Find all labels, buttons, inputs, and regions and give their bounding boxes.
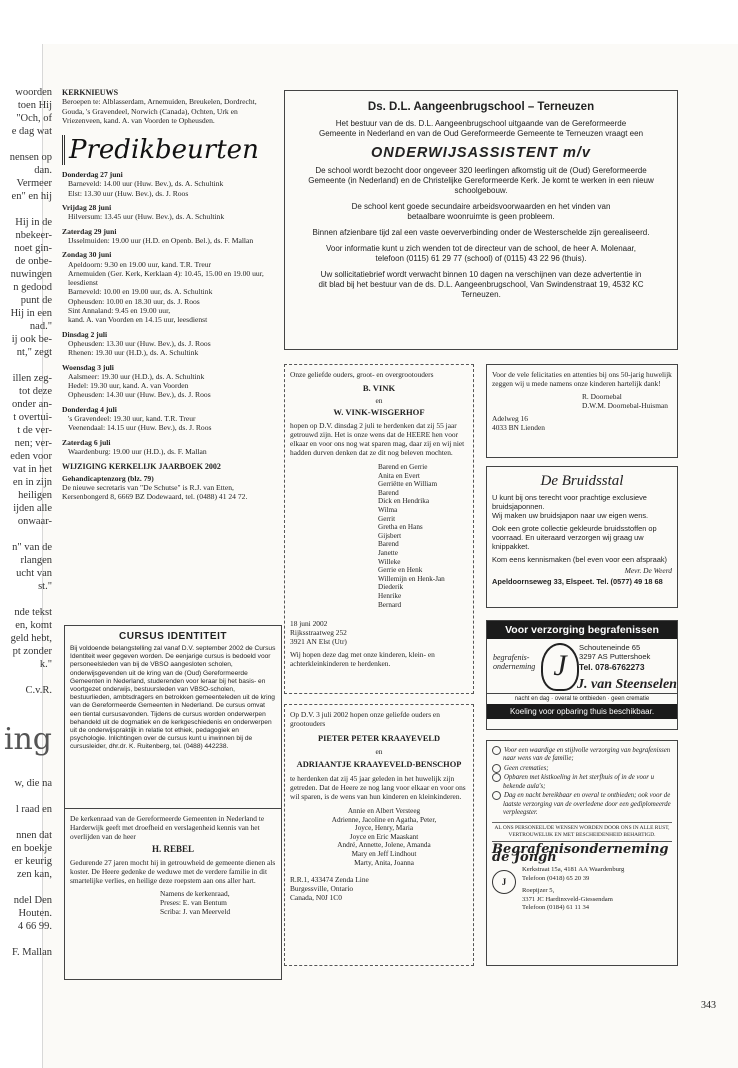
steenselen-address-2: 3297 AS Puttershoek (579, 652, 651, 661)
family-member: Gretha en Hans (378, 523, 423, 532)
gutter-line: nnen dat (16, 830, 52, 841)
jongh-item (492, 791, 672, 817)
gutter-line: er keurig (14, 856, 52, 867)
schedule-entry: Barneveld: 14.00 uur (Huw. Bev.), ds. A. Schultink (68, 179, 224, 189)
school-p3: De school kent goede secundaire arbeidsvoorwaarden en het vinden van betaalbare woonruimte is geen probleem. (351, 202, 611, 221)
family-member: Janette (378, 548, 398, 557)
bullet-circle-icon (492, 764, 501, 773)
schedule-day: Dinsdag 2 juli (62, 329, 108, 339)
jongh-items (492, 746, 672, 818)
gutter-line (0, 671, 52, 684)
school-p1: Het bestuur van de ds. D.L. Aangeenbrugschool uitgaande van de Gereformeerde Gemeente in Nederland en van de Oud Gereformeerde Gemeente te Terneuzen vraagt een (318, 119, 644, 138)
jongh-address-3: 3371 JC Hardinxveld-Giessendam (522, 895, 613, 903)
family-member: Gijsbert (378, 531, 402, 540)
jongh-item (492, 773, 672, 791)
vink-and: en (375, 396, 383, 405)
family-member: Diederik (378, 583, 404, 592)
doornebal-thanks (486, 364, 678, 458)
gutter-line: C.v.R. (25, 685, 52, 696)
jongh-item-text: Dag en nacht bereikbaar en overal te ontbieden; ook voor de laatste verzorging van de overledene door een gediplomeerde verpleegster. (503, 792, 671, 817)
gutter-line: nbekeer- (15, 230, 52, 241)
family-member: Anita en Evert (378, 471, 420, 480)
kraayeveld-and: en (375, 747, 383, 756)
gutter-line: nt," zegt (16, 347, 52, 358)
kerknieuws-title: KERKNIEUWS (62, 88, 119, 97)
gutter-line: t de ver- (17, 425, 52, 436)
gutter-line: Hij in een (10, 308, 52, 319)
cursus-title: CURSUS IDENTITEIT (119, 631, 227, 642)
schedule-entry: Hilversum: 13.45 uur (Huw. Bev.), ds. A. Schultink (68, 212, 225, 222)
schedule-entry: Opheusden: 13.30 uur (Huw. Bev.), ds. J. Roos (68, 338, 211, 348)
gutter-line: k." (39, 659, 52, 670)
gutter-line: Vermeer (16, 178, 52, 189)
gutter-line: rlangen (20, 555, 52, 566)
family-member: Wilma (378, 505, 398, 514)
family-member: Mary en Jeff Lindhout (351, 849, 417, 858)
vink-name-1: B. VINK (362, 383, 396, 393)
gutter-column (0, 86, 52, 1016)
school-title: Ds. D.L. Aangeenbrugschool – Terneuzen (367, 101, 595, 113)
gutter-line: st." (38, 581, 52, 592)
gutter-line: punt de (20, 295, 52, 306)
jongh-note: AL ONS PERSONEEL/DE WENSEN WORDEN DOOR ONS IN ALLE RUST, VERTROUWELIJK EN MET BESCHEIDENHEID BEHARTIGD. (492, 822, 672, 839)
schedule-day: Zaterdag 6 juli (62, 437, 111, 447)
jaarboek-text: De nieuwe secretaris van "De Schutse" is R.J. van Etten, Kersenbongerd 8, 6669 BZ Dodewaard, tel. (0488) 41 24 72. (62, 482, 248, 502)
family-member: Barend en Gerrie (378, 463, 428, 471)
doornebal-address-1: Adelweg 16 (492, 414, 528, 423)
bruidsstal-address: Apeldoornseweg 33, Elspeet. Tel. (0577) 49 18 68 (492, 577, 663, 586)
family-member: Henrike (378, 591, 402, 600)
gutter-line: en in zijn (12, 477, 52, 488)
family-member: Joyce en Eric Maaskant (349, 832, 419, 841)
rebel-notice (64, 808, 282, 980)
steenselen-address-1: Schouteneinde 65 (579, 643, 641, 652)
rebel-sign-2: Preses: E. van Bentum (160, 898, 227, 907)
schedule-day: Donderdag 27 juni (62, 170, 123, 180)
jongh-phone-2: Telefoon (0184) 61 11 34 (522, 903, 590, 911)
schedule-entry: Apeldoorn: 9.30 en 19.00 uur, kand. T.R. Treur (68, 259, 212, 269)
vink-address-2: 3921 AN Elst (Utr) (290, 637, 347, 647)
gutter-line: pt zonder (12, 646, 52, 657)
gutter-line: n gedood (13, 282, 52, 293)
steenselen-logo-icon: J (541, 643, 579, 691)
schedule-entry: kand. A. van Voorden en 14.15 uur, leesdienst (68, 315, 208, 325)
school-p2: De school wordt bezocht door ongeveer 320 leerlingen afkomstig uit de (Oud) Gereformeerde Gemeente (in Nederland) en de Christelijke Gereformeerde Kerk. Je komt te werken in een nieuw schoolgebouw. (308, 166, 654, 195)
bullet-circle-icon (492, 773, 501, 782)
gutter-line (0, 790, 52, 803)
rebel-sign-3: Scriba: J. van Meerveld (160, 907, 231, 916)
gutter-line: toen Hij (17, 100, 52, 111)
gutter-heading: ing (3, 722, 52, 757)
gutter-line: "Och, of (16, 113, 52, 124)
schedule-entry: Elst: 13.30 uur (Huw. Bev.), ds. J. Roos (68, 188, 189, 198)
rebel-sign-1: Namens de kerkenraad, (160, 889, 230, 898)
jongh-item-text: Voor een waardige en stijlvolle verzorging van begrafenissen naar wens van de familie; (503, 747, 671, 763)
vink-family (378, 463, 468, 609)
bruidsstal-title: De Bruidsstal (540, 473, 624, 489)
family-member: Barend (378, 540, 399, 549)
schedule-entry: Hedel: 19.30 uur, kand. A. van Voorden (68, 381, 189, 391)
doornebal-address-2: 4033 BN Lienden (492, 423, 545, 432)
gutter-line: nad." (29, 321, 52, 332)
bullet-circle-icon (492, 791, 501, 800)
gutter-line: en boekje (11, 843, 52, 854)
gutter-line: woorden (15, 87, 52, 98)
kraayeveld-family (300, 807, 468, 867)
gutter-line: onwaar- (17, 516, 52, 527)
schedule-list (62, 170, 272, 456)
gutter-line: ij ook be- (11, 334, 52, 345)
gutter-line: nen; ver- (14, 438, 52, 449)
family-member: Gerrit (378, 514, 396, 523)
gutter-line: t overtui- (13, 412, 52, 423)
predikbeurten-title: Predikbeurten (62, 135, 272, 165)
job-title: ONDERWIJSASSISTENT m/v (371, 145, 591, 161)
schedule-day: Zaterdag 29 juni (62, 226, 117, 236)
family-member: Bernard (378, 600, 402, 609)
steenselen-logo-name: J. van Steenselen (577, 677, 677, 692)
gutter-line (0, 881, 52, 894)
gutter-line: Hij in de (15, 217, 52, 228)
vink-closing: Wij hopen deze dag met onze kinderen, klein- en achterkleinkinderen te herdenken. (290, 650, 435, 669)
left-column (62, 88, 272, 501)
gutter-line: zen kan, (17, 869, 52, 880)
gutter-line (0, 138, 52, 151)
gutter-line: illen zeg- (12, 373, 52, 384)
schedule-entry: Waardenburg: 19.00 uur (H.D.), ds. F. Mallan (68, 446, 207, 456)
doornebal-text: Voor de vele felicitaties en attenties bij ons 50-jarig huwelijk zeggen wij u mede namens onze kinderen hartelijk dank! (492, 370, 672, 388)
kraayeveld-address-2: Burgessville, Ontario (290, 884, 354, 894)
kraayeveld-intro: Op D.V. 3 juli 2002 hopen onze geliefde ouders en grootouders (290, 710, 440, 728)
family-member: Dick en Hendrika (378, 497, 430, 506)
gutter-line: en, komt (15, 620, 52, 631)
kraayeveld-name-2: ADRIAANTJE KRAAYEVELD-BENSCHOP (296, 760, 462, 769)
family-member: André, Annette, Jolene, Amanda (337, 841, 431, 850)
steenselen-phone: Tel. 078-6762273 (579, 662, 645, 672)
gutter-line: tot deze (19, 386, 52, 397)
gutter-line: 4 66 99. (17, 921, 52, 932)
school-p4: Binnen afzienbare tijd zal een vaste oeververbinding onder de Westerschelde zijn gerealiseerd. (312, 228, 650, 237)
gutter-line: heiligen (18, 490, 52, 501)
gutter-line (0, 203, 52, 216)
jongh-item (492, 764, 672, 773)
schedule-entry: Rhenen: 19.30 uur (H.D.), ds. A. Schultink (68, 348, 199, 358)
family-member: Gerriëtte en William (378, 480, 438, 489)
bruidsstal-p4: Kom eens kennismaken (bel even voor een afspraak) (492, 555, 668, 564)
family-member: Joyce, Henry, Maria (354, 824, 414, 833)
bruidsstal-p3: Ook een grote collectie gekleurde bruidsstoffen op voorraad. En uiteraard verzorgen wij graag uw knippakket. (492, 524, 657, 551)
steenselen-service: nacht en dag · overal te ontbieden · geen crematie (487, 693, 677, 704)
gutter-line: vat in het (12, 464, 52, 475)
gutter-line (0, 933, 52, 946)
bruidsstal-p2: Wij maken uw bruidsjapon naar uw eigen wens. (492, 511, 649, 520)
gutter-line (0, 359, 52, 372)
steenselen-banner: Koeling voor opbaring thuis beschikbaar. (487, 704, 677, 719)
vink-address-1: Rijksstraatweg 252 (290, 628, 347, 638)
gutter-text (0, 86, 52, 697)
jongh-item-text: Geen crematies; (504, 764, 549, 772)
kraayeveld-announcement (284, 704, 474, 966)
gutter-line: Houten. (18, 908, 52, 919)
schedule-entry: Barneveld: 10.00 en 19.00 uur, ds. A. Schultink (68, 287, 213, 297)
jongh-advertisement (486, 740, 678, 966)
family-member: Adrienne, Jacoline en Agatha, Peter, (331, 815, 437, 824)
vink-announcement (284, 364, 474, 694)
gutter-line: en" en hij (11, 191, 52, 202)
gutter-line: e dag wat (11, 126, 52, 137)
gutter-line: ucht van (16, 568, 52, 579)
gutter-line: geld hebt, (10, 633, 52, 644)
gutter-line (0, 528, 52, 541)
jongh-title: Begrafenisonderneming de Jongh (492, 841, 669, 865)
schedule-day: Woensdag 3 juli (62, 362, 114, 372)
doornebal-name-1: R. Doornebal (582, 392, 622, 401)
vink-text: hopen op D.V. dinsdag 2 juli te herdenken dat zij 55 jaar getrouwd zijn. Het is onze wens dat de HEERE hen voor elkaar en voor ons nog wat sparen mag, daar zij en wij niet hadden durven denken dat ze dit nog beleven mochten. (290, 421, 465, 457)
bruidsstal-advertisement (486, 466, 678, 608)
jongh-phone-1: Telefoon (0418) 65 20 39 (522, 874, 590, 882)
jongh-item (492, 746, 672, 764)
jongh-logo-icon: J (492, 870, 516, 894)
family-member: Willemijn en Henk-Jan (378, 574, 445, 583)
schedule-entry: Opheusden: 10.00 en 18.30 uur, ds. J. Roos (68, 296, 200, 306)
cursus-text: Bij voldoende belangstelling zal vanaf D.V. september 2002 de Cursus Identiteit weer gegeven worden. De eenjarige cursus is bedoeld voor personeelsleden van bij de VBSO aangesloten scholen, onderwijsgevenden uit de kring van de (Oud) Gereformeerde Gemeenten in Nederland, studerenden voor leraar bij het basis- en voortgezet onderwijs, bestuursleden van VBSO-scholen, bestuurlieden, ambtsdragers en betrokken gemeenteleden uit de kring van de Gereformeerde Gemeenten in Nederland. De cursus omvat een tiental cursusavonden. Tijdens de cursus worden onderwerpen behandeld uit de dogmatiek en de kerkgeschiedenis en onderwerpen uit de onderwijspraktijk in relatie tot ethiek, pedagogiek en psychologie. Inlichtingen over de cursus kunt u inwinnen bij de cursusleider, dhr.dr. K. Ruitenberg, tel. (0488) 442238. (70, 645, 276, 751)
rebel-intro: De kerkenraad van de Gereformeerde Gemeenten in Nederland te Harderwijk geeft met droefheid en verslagenheid kennis van het overlijden van de heer (70, 814, 265, 841)
gutter-line: onder an- (12, 399, 52, 410)
schedule-entry: IJsselmuiden: 19.00 uur (H.D. en Openb. Bel.), ds. F. Mallan (68, 235, 254, 245)
cursus-box (64, 625, 282, 812)
page-number: 343 (701, 1000, 716, 1011)
schedule-day: Donderdag 4 juli (62, 404, 117, 414)
gutter-line: nuwingen (10, 269, 52, 280)
gutter-line: l raad en (15, 804, 52, 815)
schedule-entry: Veenendaal: 14.15 uur (Huw. Bev.), ds. J. Roos (68, 423, 212, 433)
family-member: Gerrie en Henk (378, 566, 423, 575)
family-member: Willeke (378, 557, 401, 566)
gutter-line: eden voor (10, 451, 52, 462)
vink-name-2: W. VINK-WISGERHOF (333, 407, 425, 417)
kerknieuws-text: Beroepen te: Alblasserdam, Arnemuiden, Breukelen, Dordrecht, Gouda, 's Gravendeel, Norwich (Canada), Ochten, Urk en Vriezenveen, kand. A. van Voorden te Opheusden. (62, 97, 257, 125)
gutter-line: F. Mallan (12, 947, 52, 958)
schedule-day: Vrijdag 28 juni (62, 203, 112, 213)
gutter-line: w, die na (14, 778, 52, 789)
steenselen-logo-left: begrafenis-onderneming (493, 653, 536, 671)
gutter-line: n" van de (12, 542, 52, 553)
schedule-entry: Opheusden: 14.30 uur (Huw. Bev.), ds. J. Roos (68, 390, 211, 400)
gutter-line: ijden alle (13, 503, 52, 514)
family-member: Annie en Albert Versteeg (347, 807, 421, 815)
steenselen-head: Voor verzorging begrafenissen (487, 621, 677, 639)
jongh-address-2: Roepijzer 5, (522, 887, 555, 895)
jongh-item-text: Opbaren met kistkoeling in het sterfhuis of in de voor u bekende aula's; (503, 774, 655, 790)
gutter-line: nensen op (9, 152, 52, 163)
gutter-line (0, 593, 52, 606)
schedule-entry: Arnemuiden (Ger. Kerk, Kerklaan 4): 10.45, 15.00 en 19.00 uur, leesdienst (68, 268, 264, 288)
schedule-entry: Aalsmeer: 19.30 uur (H.D.), ds. A. Schultink (68, 371, 205, 381)
jongh-address-1: Kerkstraat 15a, 4181 AA Waardenburg (522, 866, 625, 874)
family-member: Marty, Anita, Joanna (354, 858, 414, 867)
bullet-circle-icon (492, 746, 501, 755)
gutter-text-lower (0, 777, 52, 959)
gutter-line (0, 816, 52, 829)
family-member: Barend (378, 488, 399, 497)
schedule-day: Zondag 30 juni (62, 250, 112, 260)
bruidsstal-p1: U kunt bij ons terecht voor prachtige exclusieve bruidsjaponnen. (492, 493, 647, 511)
school-p6: Uw sollicitatiebrief wordt verwacht binnen 10 dagen na verschijnen van deze advertentie in dit blad bij het bestuur van de ds. D.L. Aangeenbrugschool, Van Swindenstraat 19, 4532 KC Terneuzen. (318, 270, 644, 299)
kraayeveld-address-1: R.R.1, 433474 Zenda Line (290, 875, 369, 885)
gutter-line: nde tekst (14, 607, 52, 618)
rebel-text: Gedurende 27 jaren mocht hij in getrouwheid de gemeente dienen als koster. De Heere gedenke de weduwe met de verdere familie in dit smartelijke verlies, en heilige deze roepstem aan ons aller hart. (70, 858, 276, 885)
kraayeveld-name-1: PIETER PETER KRAAYEVELD (317, 734, 441, 743)
school-p5: Voor informatie kunt u zich wenden tot de directeur van de school, de heer A. Molenaar, telefoon (0115) 61 29 77 (school) of (0115) 43 22 96 (thuis). (326, 244, 636, 263)
jaarboek-subtitle: Gehandicaptenzorg (blz. 79) (62, 473, 154, 483)
kraayeveld-address-3: Canada, N0J 1C0 (290, 893, 342, 903)
steenselen-advertisement (486, 620, 678, 730)
schedule-entry: 's Gravendeel: 19.30 uur, kand. T.R. Treur (68, 414, 196, 424)
gutter-line: dan. (34, 165, 52, 176)
gutter-line: ndel Den (13, 895, 52, 906)
school-advertisement (284, 90, 678, 350)
gutter-line: noet gin- (14, 243, 52, 254)
kraayeveld-text: te herdenken dat zij 45 jaar geleden in het huwelijk zijn getreden. Dat de Heere ze nog lang voor elkaar en voor ons wil sparen, is de wens van hun kinderen en kleinkinderen. (290, 774, 466, 801)
rebel-name: H. REBEL (151, 844, 194, 854)
vink-date: 18 juni 2002 (290, 619, 328, 629)
jaarboek-title: WIJZIGING KERKELIJK JAARBOEK 2002 (62, 462, 221, 472)
schedule-entry: Sint Annaland: 9.45 en 19.00 uur, (68, 306, 171, 316)
bruidsstal-sign: Mevr. De Weerd (624, 566, 672, 575)
doornebal-name-2: D.W.M. Doornebal-Huisman (582, 401, 668, 410)
vink-intro: Onze geliefde ouders, groot- en overgrootouders (290, 370, 434, 379)
gutter-line: de onbe- (15, 256, 52, 267)
